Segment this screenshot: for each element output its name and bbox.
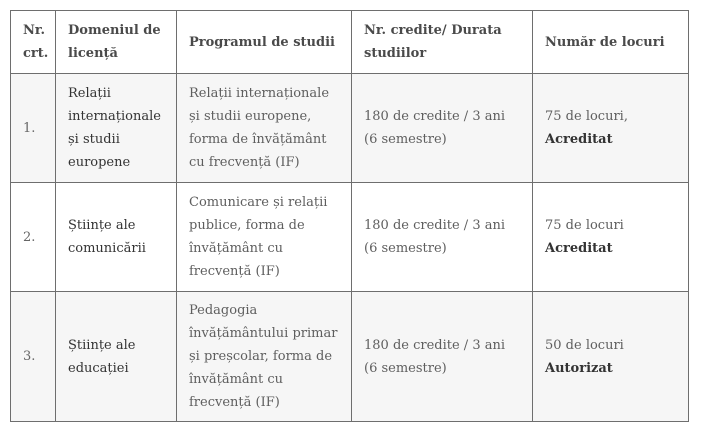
row-domain: Științe ale educației (56, 292, 177, 422)
table-row (11, 74, 689, 183)
header-domain: Domeniul de licență (56, 11, 177, 74)
row-nr: 3. (11, 292, 56, 422)
table-header-row (11, 11, 689, 74)
row-places-cell (533, 292, 689, 422)
row-places-cell (533, 74, 689, 183)
row-nr: 1. (11, 74, 56, 183)
header-credits: Nr. credite/ Durata studiilor (352, 11, 533, 74)
table-row (11, 183, 689, 292)
row-status: Acreditat (545, 241, 613, 256)
study-programs-table (10, 10, 689, 422)
header-places: Număr de locuri (533, 11, 689, 74)
table-row (11, 292, 689, 422)
row-places-cell (533, 183, 689, 292)
row-domain: Științe ale comunicării (56, 183, 177, 292)
row-status: Acreditat (545, 132, 613, 147)
row-credits: 180 de credite / 3 ani (6 semestre) (352, 74, 533, 183)
row-credits: 180 de credite / 3 ani (6 semestre) (352, 292, 533, 422)
row-places: 75 de locuri (545, 218, 624, 233)
header-nr: Nr. crt. (11, 11, 56, 74)
row-places: 50 de locuri (545, 337, 624, 353)
row-credits: 180 de credite / 3 ani (6 semestre) (352, 183, 533, 292)
row-status: Autorizat (545, 360, 613, 376)
row-program: Pedagogia învățământului primar și preșcolar, forma de învățământ cu frecvență (IF) (177, 292, 352, 422)
row-nr: 2. (11, 183, 56, 292)
row-program: Relații internaționale și studii europene, forma de învățământ cu frecvență (IF) (177, 74, 352, 183)
header-program: Programul de studii (177, 11, 352, 74)
row-places: 75 de locuri, (545, 109, 628, 124)
row-program: Comunicare și relații publice, forma de învățământ cu frecvență (IF) (177, 183, 352, 292)
row-domain: Relații internaționale și studii europene (56, 74, 177, 183)
